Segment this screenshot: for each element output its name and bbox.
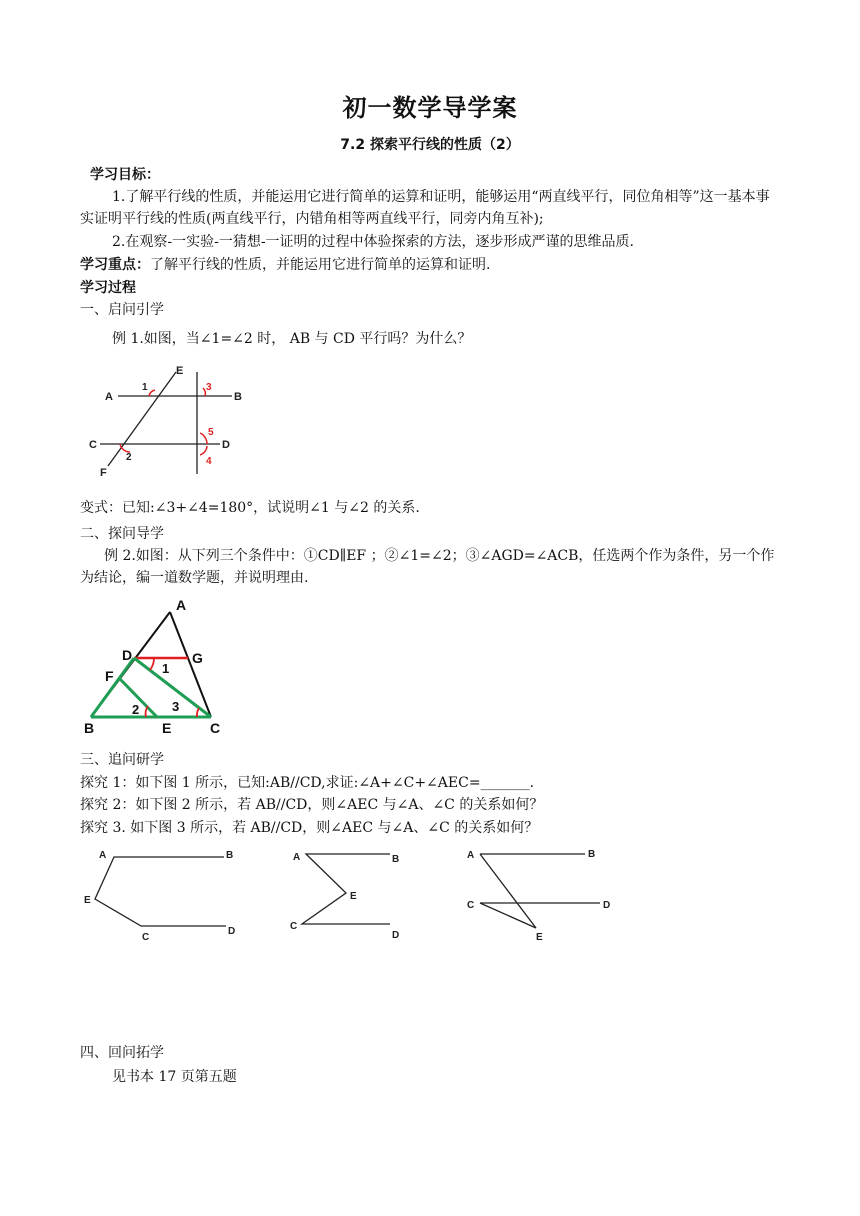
example-2: 例 2.如图：从下列三个条件中：①CD∥EF ；②∠1=∠2；③∠AGD=∠ACB，任选两个作为条件，另一个作为结论，编一道数学题，并说明理由.: [80, 548, 775, 586]
key-point: [80, 254, 490, 274]
objective-1: 1.了解平行线的性质，并能运用它进行简单的运算和证明，能够运用“两直线平行，同位角相等”这一基本事实证明平行线的性质(两直线平行，内错角相等两直线平行，同旁内角互补);: [80, 189, 770, 227]
fig4-label-d: D: [392, 930, 400, 941]
fig1-label-d: D: [222, 439, 230, 451]
section2-heading: 二、探问导学: [80, 526, 164, 542]
objectives-heading: 学习目标：: [90, 167, 160, 183]
fig5-label-b: B: [588, 849, 596, 860]
fig4-label-a: A: [293, 852, 301, 863]
fig2-label-b: B: [84, 720, 95, 736]
fig1-label-c: C: [89, 439, 97, 451]
figure-1-parallel-lines: [84, 360, 254, 485]
fig4-label-e: E: [350, 891, 357, 902]
fig2-angle-2: 2: [132, 702, 140, 717]
fig4-label-b: B: [392, 854, 400, 865]
explore-2: 探究 2：如下图 2 所示，若 AB//CD，则∠AEC 与∠A、∠C 的关系如何？: [80, 797, 544, 813]
fig5-label-c: C: [467, 900, 475, 911]
figure-3-diagram: [80, 840, 250, 950]
fig3-label-b: B: [226, 850, 234, 861]
fig1-angle-4: 4: [206, 456, 212, 467]
fig1-label-b: B: [234, 391, 242, 403]
fig1-angle-5: 5: [208, 427, 214, 438]
explore-3: 探究 3. 如下图 3 所示，若 AB//CD，则∠AEC 与∠A、∠C 的关系如何？: [80, 820, 539, 836]
fig4-label-c: C: [290, 921, 298, 932]
fig2-angle-1: 1: [162, 661, 170, 676]
figure-5-diagram: [462, 840, 622, 945]
section1-heading: 一、启问引学: [80, 302, 164, 318]
fig1-angle-3: 3: [206, 382, 212, 393]
example-1: 例 1.如图，当∠1=∠2 时， AB 与 CD 平行吗？为什么？: [112, 331, 472, 347]
fig1-label-a: A: [105, 391, 113, 403]
fig3-label-d: D: [228, 926, 236, 937]
fig2-label-f: F: [105, 668, 114, 684]
section4-heading: 四、回问拓学: [80, 1045, 164, 1061]
fig5-label-d: D: [603, 900, 611, 911]
fig5-label-e: E: [536, 932, 543, 943]
section4-text: 见书本 17 页第五题: [112, 1069, 237, 1085]
fig2-label-a: A: [176, 597, 187, 613]
section3-heading: 三、追问研学: [80, 752, 164, 768]
fig2-label-c: C: [210, 720, 221, 736]
fig3-label-c: C: [142, 932, 150, 943]
explore-1: 探究 1：如下图 1 所示，已知:AB//CD,求证:∠A+∠C+∠AEC=_______.: [80, 775, 535, 791]
fig1-label-f: F: [100, 467, 107, 479]
key-point-label: 学习重点：: [80, 257, 150, 273]
objective-2: 2.在观察-一实验-一猜想-一证明的过程中体验探索的方法，逐步形成严谨的思维品质.: [112, 234, 634, 250]
fig5-label-a: A: [467, 850, 475, 861]
page-title: 初一数学导学案: [342, 94, 518, 122]
fig1-label-e: E: [176, 365, 184, 377]
fig2-label-g: G: [192, 650, 203, 666]
variant: 变式：已知:∠3+∠4=180°，试说明∠1 与∠2 的关系.: [80, 500, 420, 516]
process-heading: 学习过程: [80, 280, 136, 296]
fig2-angle-3: 3: [172, 699, 180, 714]
fig1-angle-2: 2: [126, 452, 132, 463]
fig3-label-a: A: [99, 850, 107, 861]
key-point-text: 了解平行线的性质，并能运用它进行简单的运算和证明.: [150, 257, 491, 273]
fig2-label-e: E: [162, 720, 172, 736]
fig3-label-e: E: [84, 895, 91, 906]
fig2-label-d: D: [122, 647, 133, 663]
fig1-angle-1: 1: [142, 382, 148, 393]
lesson-subtitle: 7.2 探索平行线的性质（2）: [340, 137, 520, 153]
figure-2-triangle: [84, 595, 234, 740]
figure-4-diagram: [286, 840, 416, 945]
